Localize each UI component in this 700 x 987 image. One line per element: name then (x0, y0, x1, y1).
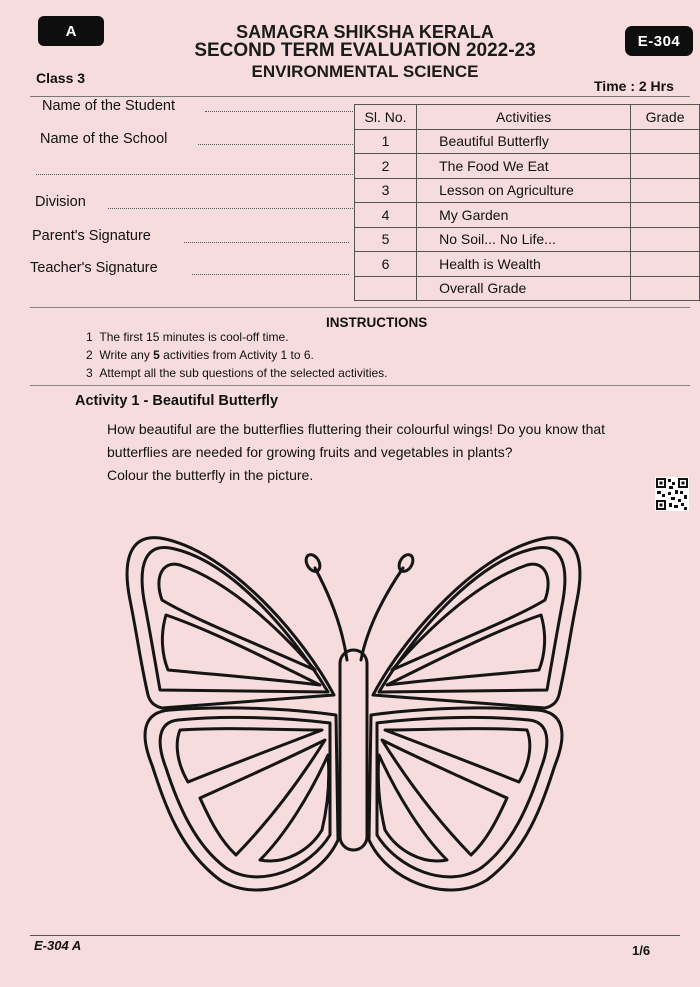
footer-divider (30, 935, 680, 936)
header-divider (30, 96, 690, 97)
instructions-heading: INSTRUCTIONS (326, 315, 428, 330)
set-badge: A (38, 16, 104, 46)
division-label: Division (35, 194, 86, 210)
row-grade-cell[interactable] (631, 154, 700, 179)
paper-code-badge: E-304 (625, 26, 693, 56)
table-row (355, 227, 700, 252)
activity-1-text-line: butterflies are needed for growing fruits and vegetables in plants? (107, 444, 513, 460)
row-grade-cell[interactable] (631, 178, 700, 203)
instruction-item (86, 366, 388, 380)
instruction-text: Write any (99, 348, 154, 362)
instruction-text: Attempt all the sub questions of the selected activities. (99, 366, 388, 380)
page-number: 1/6 (632, 943, 651, 958)
school-name-line[interactable] (198, 144, 353, 145)
col-header-sl-no: Sl. No. (355, 105, 417, 130)
instruction-number: 1 (86, 330, 93, 344)
table-row (355, 252, 700, 277)
activity-1-instruction: Colour the butterfly in the picture. (107, 467, 314, 483)
overall-grade-row (355, 276, 700, 301)
instruction-number: 2 (86, 348, 93, 362)
time-label: Time : 2 Hrs (594, 78, 674, 94)
teacher-signature-label: Teacher's Signature (30, 260, 158, 276)
student-name-line[interactable] (205, 111, 353, 112)
table-row (355, 178, 700, 203)
instruction-text-tail: activities from Activity 1 to 6. (159, 348, 314, 362)
overall-empty-cell (355, 276, 417, 301)
parent-signature-line[interactable] (184, 242, 349, 243)
row-number: 6 (355, 252, 417, 277)
activity-1-text-line: How beautiful are the butterflies fluttering their colourful wings! Do you know that (107, 421, 606, 437)
division-line[interactable] (108, 208, 353, 209)
butterfly-colouring-drawing[interactable] (110, 520, 610, 905)
row-activity: Beautiful Butterfly (417, 129, 631, 154)
row-grade-cell[interactable] (631, 203, 700, 228)
instruction-item (86, 348, 314, 362)
row-activity: My Garden (417, 203, 631, 228)
section-divider (30, 307, 690, 308)
instruction-text: The first 15 minutes is cool-off time. (99, 330, 289, 344)
qr-code-icon (655, 477, 689, 511)
school-name-label: Name of the School (40, 131, 168, 147)
overall-grade-label: Overall Grade (417, 276, 631, 301)
subject-title: ENVIRONMENTAL SCIENCE (251, 62, 479, 81)
col-header-grade: Grade (631, 105, 700, 130)
parent-signature-label: Parent's Signature (32, 228, 151, 244)
class-label: Class 3 (36, 70, 86, 86)
row-activity: The Food We Eat (417, 154, 631, 179)
activity-grade-table (354, 104, 700, 301)
footer-paper-code: E-304 A (34, 938, 82, 953)
row-number: 1 (355, 129, 417, 154)
row-activity: Health is Wealth (417, 252, 631, 277)
instructions-divider (30, 385, 690, 386)
row-activity: No Soil... No Life... (417, 227, 631, 252)
row-grade-cell[interactable] (631, 129, 700, 154)
table-row (355, 129, 700, 154)
row-activity: Lesson on Agriculture (417, 178, 631, 203)
instruction-emphasis: 5 (153, 348, 160, 362)
table-header-row (355, 105, 700, 130)
row-grade-cell[interactable] (631, 227, 700, 252)
student-name-label: Name of the Student (42, 98, 175, 114)
exam-title: SECOND TERM EVALUATION 2022-23 (194, 40, 536, 61)
table-row (355, 203, 700, 228)
col-header-activities: Activities (417, 105, 631, 130)
row-number: 5 (355, 227, 417, 252)
table-row (355, 154, 700, 179)
row-number: 3 (355, 178, 417, 203)
row-number: 4 (355, 203, 417, 228)
overall-grade-cell[interactable] (631, 276, 700, 301)
row-grade-cell[interactable] (631, 252, 700, 277)
school-name-extra-line[interactable] (36, 174, 353, 175)
instruction-item (86, 330, 289, 344)
teacher-signature-line[interactable] (192, 274, 349, 275)
org-title: SAMAGRA SHIKSHA KERALA (236, 22, 494, 42)
activity-1-title: Activity 1 - Beautiful Butterfly (75, 393, 279, 409)
instruction-number: 3 (86, 366, 93, 380)
row-number: 2 (355, 154, 417, 179)
